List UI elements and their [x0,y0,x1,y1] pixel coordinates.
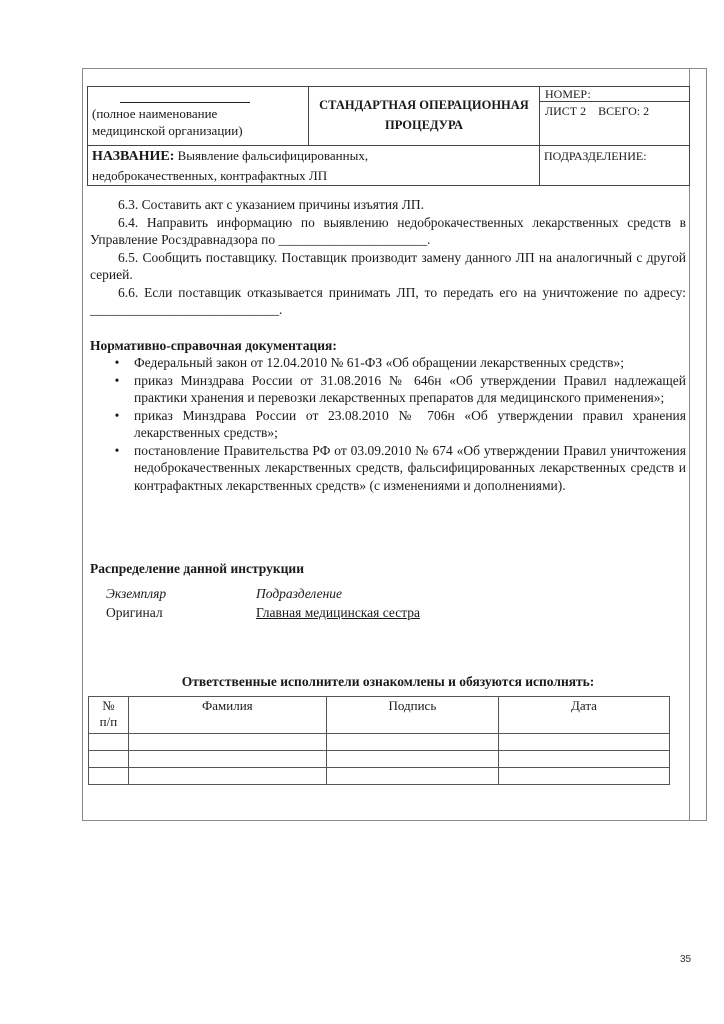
cell-surname[interactable] [128,768,326,785]
distribution-table [106,584,420,622]
distribution-copy: Оригинал [106,605,163,620]
sop-title-line1: СТАНДАРТНАЯ ОПЕРАЦИОННАЯ [319,98,529,112]
cell-date[interactable] [498,751,669,768]
cell-surname[interactable] [128,751,326,768]
organization-caption-line1: (полное наименование [92,106,218,121]
department-cell [540,146,690,186]
distribution-title: Распределение данной инструкции [90,561,304,576]
sheet-label: ЛИСТ 2 [545,104,587,118]
sop-title-cell [309,87,540,146]
column-header-number-line2: п/п [99,714,118,729]
bullet-icon: • [114,407,120,423]
table-row [89,768,670,785]
cell-number[interactable] [89,751,129,768]
distribution-copy-header: Экземпляр [106,586,167,601]
page-number: 35 [680,954,692,965]
procedure-name-cell [88,146,540,186]
number-label: НОМЕР: [540,87,689,102]
reference-text: Федеральный закон от 12.04.2010 № 61-ФЗ «Об обращении лекарственных средств»; [134,355,624,370]
cell-number[interactable] [89,734,129,751]
reference-item [90,442,686,495]
sop-title-line2: ПРОЦЕДУРА [384,118,464,132]
reference-text: приказ Минздрава России от 23.08.2010 № 706н «Об утверждении правил хранения лекарственных средств»; [134,407,686,440]
cell-date[interactable] [498,734,669,751]
paragraph-6-4: 6.4. Направить информацию по выявлению недоброкачественных лекарственных средств в Управление Росздравнадзора по ______________________. [90,214,686,247]
column-header-signature: Подпись [326,697,498,734]
sop-header-table [87,86,690,186]
name-label: НАЗВАНИЕ: [92,149,175,164]
cell-signature[interactable] [326,751,498,768]
column-header-number [89,697,129,734]
sheet-info [540,102,689,120]
bullet-icon: • [114,355,120,370]
references-list [90,354,686,494]
reference-item [90,407,686,442]
cell-number[interactable] [89,768,129,785]
reference-text: постановление Правительства РФ от 03.09.2010 № 674 «Об утверждении Правил уничтожения недоброкачественных лекарственных средств, фальсифицированных лекарственных средств и контрафактных лекарственных средств» (с изменениями и дополнениями). [134,442,686,493]
cell-surname[interactable] [128,734,326,751]
bullet-icon: • [114,442,120,458]
table-row [89,751,670,768]
department-label: ПОДРАЗДЕЛЕНИЕ: [544,149,647,163]
distribution-row [106,603,420,622]
distribution-department-header: Подразделение [256,586,343,601]
reference-item [90,354,686,372]
column-header-number-line1: № [102,698,115,713]
references-title: Нормативно-справочная документация: [90,337,337,353]
responsible-title: Ответственные исполнители ознакомлены и обязуются исполнять: [181,674,595,689]
organization-caption-line2: медицинской организации) [92,123,243,138]
column-header-surname: Фамилия [128,697,326,734]
cell-signature[interactable] [326,768,498,785]
table-row [89,734,670,751]
reference-item [90,372,686,407]
number-cell [540,87,690,146]
name-value-line1: Выявление фальсифицированных, [177,148,369,163]
cell-date[interactable] [498,768,669,785]
paragraph-6-6: 6.6. Если поставщик отказывается принимать ЛП, то передать его на уничтожение по адресу: ____________________________. [90,284,686,317]
name-value-line2: недоброкачественных, контрафактных ЛП [92,168,328,183]
reference-text: приказ Минздрава России от 31.08.2016 № 646н «Об утверждении Правил надлежащей практики хранения и перевозки лекарственных препаратов для медицинского применения»; [134,372,686,405]
distribution-department: Главная медицинская сестра [256,605,421,620]
paragraph-6-3: 6.3. Составить акт с указанием причины изъятия ЛП. [118,197,424,212]
paragraph-6-5: 6.5. Сообщить поставщику. Поставщик производит замену данного ЛП на аналогичный с другой серией. [90,249,686,282]
organization-cell [88,87,309,146]
organization-name-blank [120,102,250,103]
acknowledgment-header-row [89,697,670,734]
bullet-icon: • [114,372,120,388]
column-header-date: Дата [498,697,669,734]
acknowledgment-table [88,696,670,785]
cell-signature[interactable] [326,734,498,751]
document-body [90,196,686,494]
distribution-header-row [106,584,420,603]
total-label: ВСЕГО: 2 [598,104,650,118]
